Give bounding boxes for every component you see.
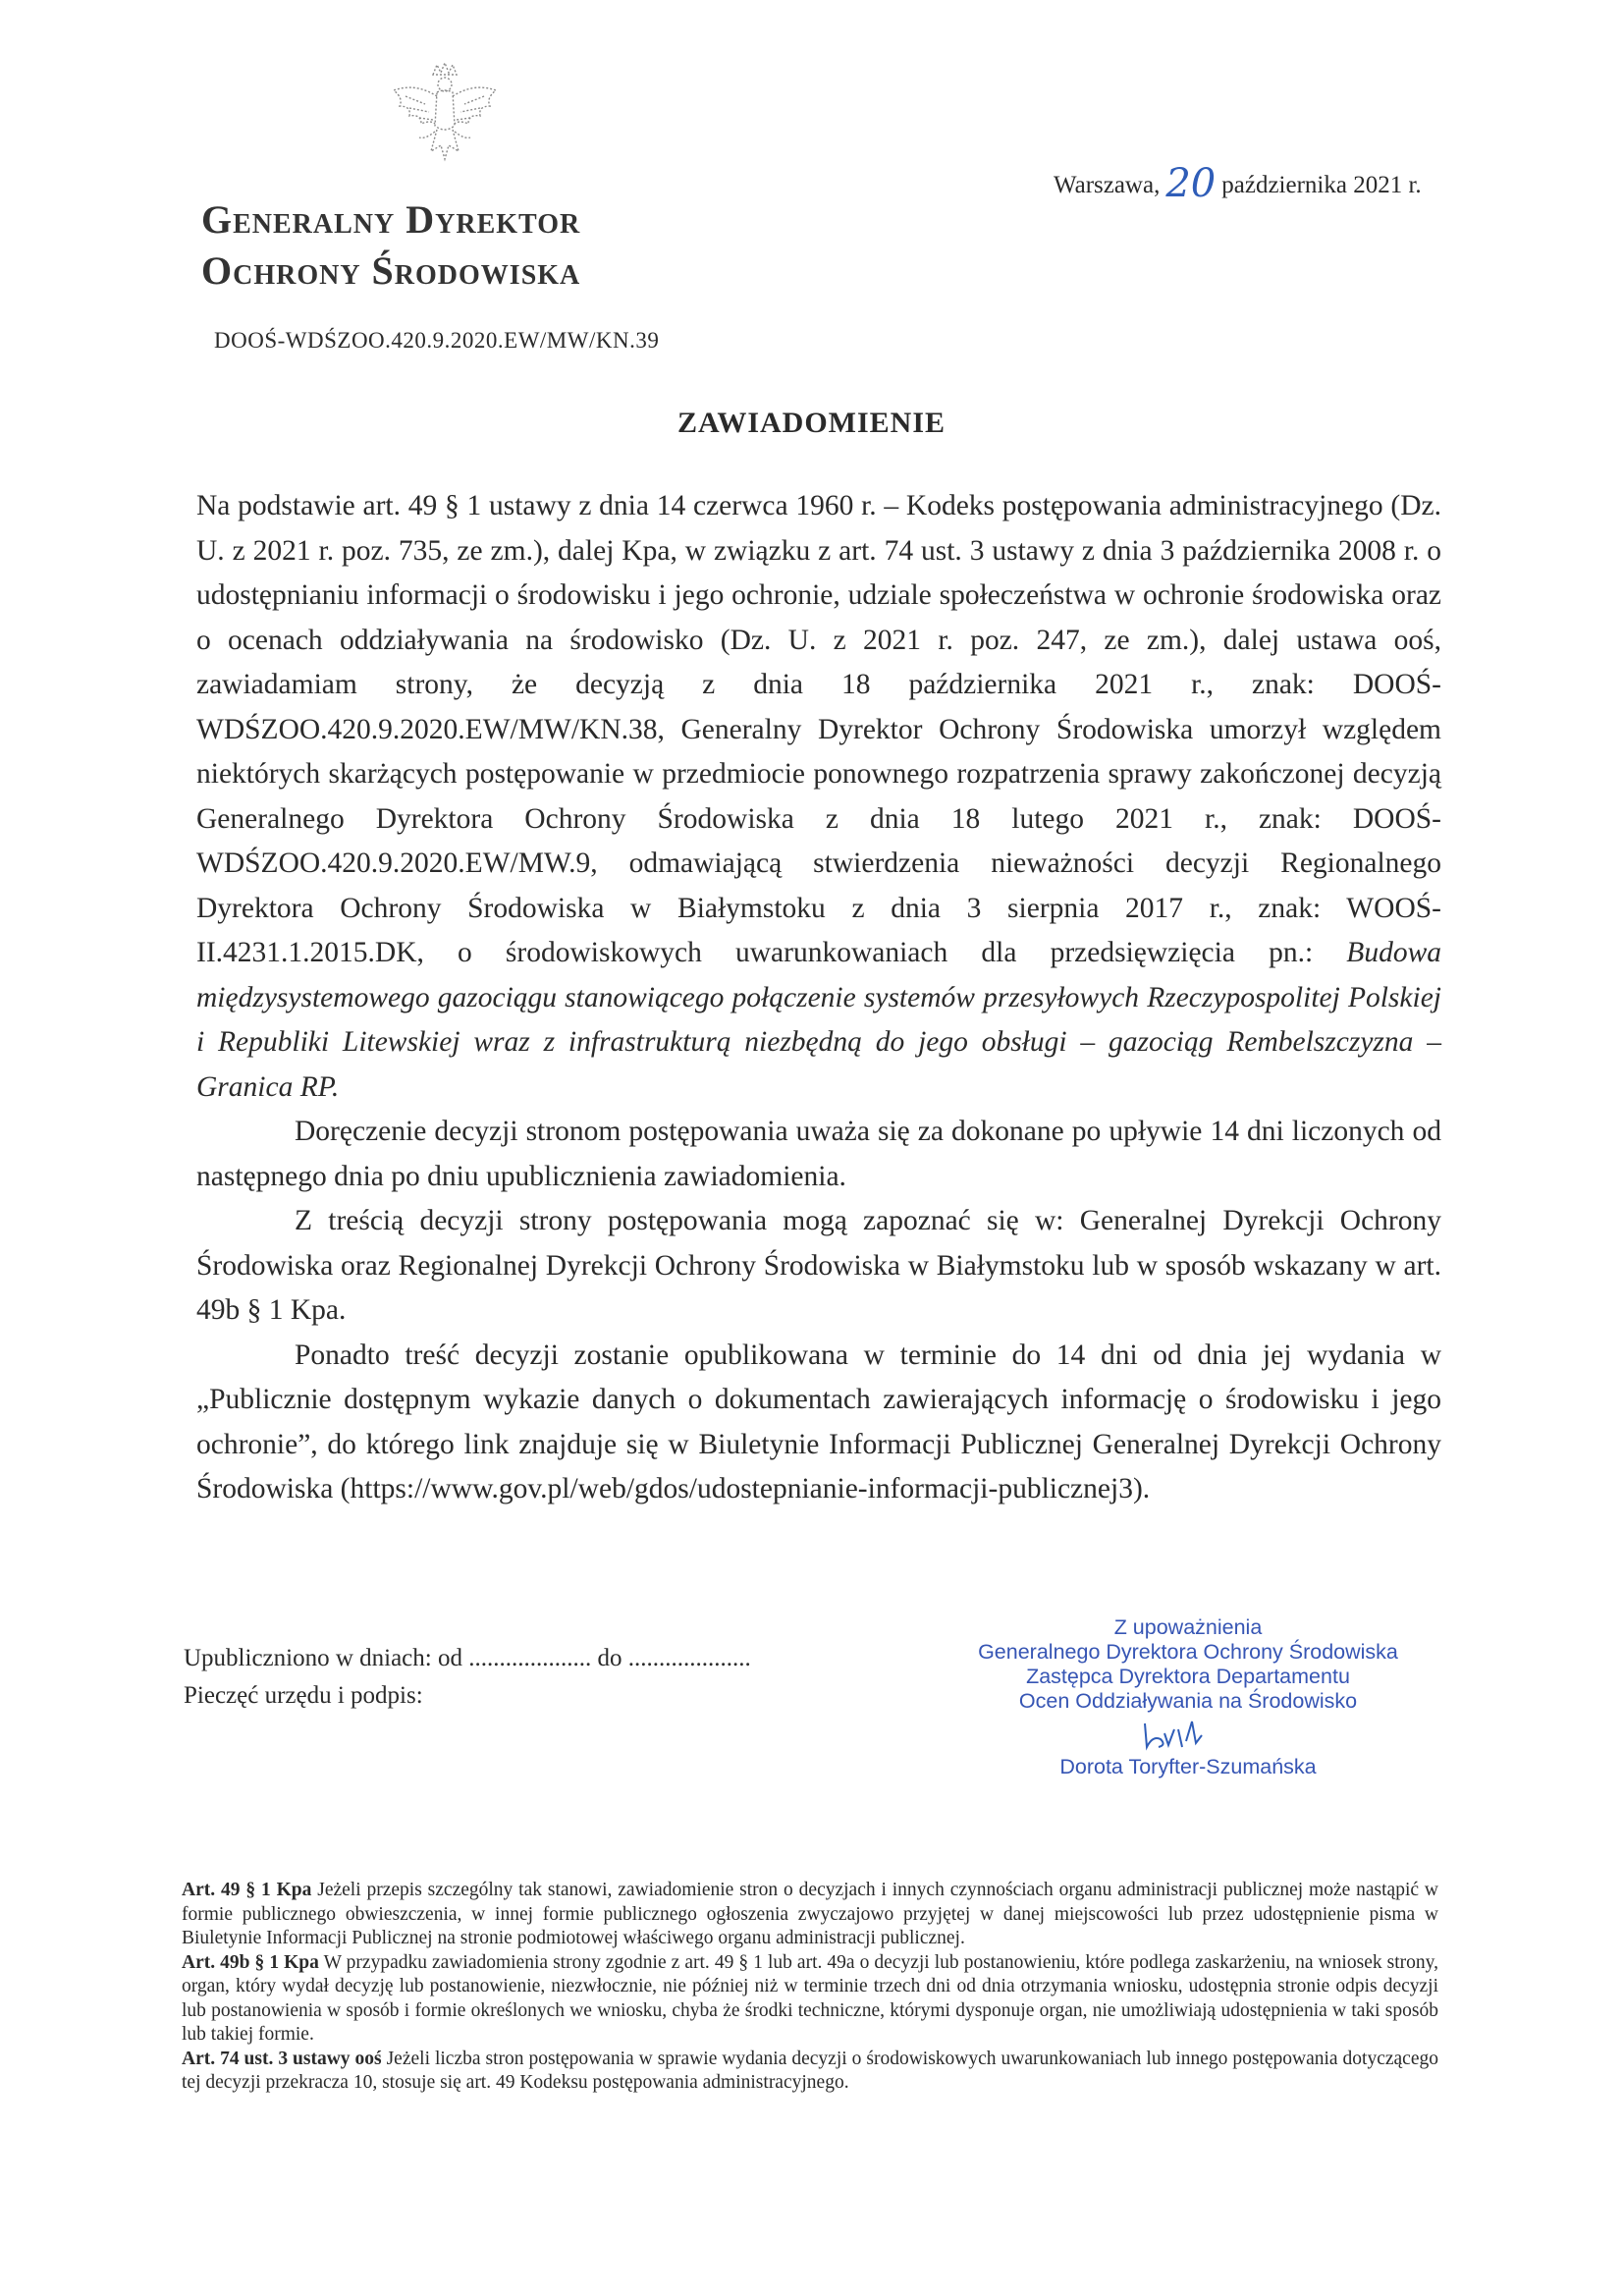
project-name: Budowa międzysystemowego gazociągu stanowiącego połączenie systemów przesyłowych Rzeczypospolitej Polskiej i Republiki Litewskiej wraz z infrastrukturą niezbędną do jego obsługi – gazociąg Rembelszczyzna – Granica RP.: [196, 937, 1441, 1103]
office-title: [201, 194, 580, 297]
notice-body: [196, 484, 1441, 1512]
seal-and-signature-label: Pieczęć urzędu i podpis:: [184, 1682, 423, 1709]
paragraph-2: Doręczenie decyzji stronom postępowania uważa się za dokonane po upływie 14 dni liczonych od następnego dnia po dniu upublicznienia zawiadomienia.: [196, 1116, 1441, 1192]
publication-info: [184, 1640, 751, 1715]
month-year: października 2021 r.: [1221, 172, 1422, 198]
office-title-line2: Ochrony Środowiska: [201, 248, 581, 293]
polish-eagle-emblem-icon: [386, 61, 504, 177]
publication-dates: Upubliczniono w dniach: od .................... do ....................: [184, 1645, 751, 1671]
handwritten-day: 20: [1165, 161, 1217, 206]
place: Warszawa,: [1054, 172, 1161, 198]
place-date: [1054, 157, 1422, 206]
stamp-line-2: Generalnego Dyrektora Ochrony Środowiska: [978, 1640, 1398, 1664]
signer-name: Dorota Toryfter-Szumańska: [1059, 1755, 1317, 1778]
paragraph-1-text: Na podstawie art. 49 § 1 ustawy z dnia 14 czerwca 1960 r. – Kodeks postępowania administracyjnego (Dz. U. z 2021 r. poz. 735, ze zm.), dalej Kpa, w związku z art. 74 ust. 3 ustawy z dnia 3 października 2008 r. o udostępnianiu informacji o środowisku i jego ochronie, udziale społeczeństwa w ochronie środowiska oraz o ocenach oddziaływania na środowisko (Dz. U. z 2021 r. poz. 247, ze zm.), dalej ustawa ooś, zawiadamiam strony, że decyzją z dnia 18 października 2021 r., znak: DOOŚ-WDŚZOO.420.9.2020.EW/MW/KN.38, Generalny Dyrektor Ochrony Środowiska umorzył względem niektórych skarżących postępowanie w przedmiocie ponownego rozpatrzenia sprawy zakończonej decyzją Generalnego Dyrektora Ochrony Środowiska z dnia 18 lutego 2021 r., znak: DOOŚ-WDŚZOO.420.9.2020.EW/MW.9, odmawiającą stwierdzenia nieważności decyzji Regionalnego Dyrektora Ochrony Środowiska w Białymstoku z dnia 3 sierpnia 2017 r., znak: WOOŚ-II.4231.1.2015.DK, o środowiskowych uwarunkowaniach dla przedsięwzięcia pn.:: [196, 490, 1441, 968]
footnote-art-49: [182, 1879, 1438, 1951]
legal-footnotes: [182, 1879, 1438, 2096]
footnote-label: Art. 74 ust. 3 ustawy ooś: [182, 2048, 382, 2069]
footnote-art-49b: [182, 1951, 1438, 2048]
footnote-text: Jeżeli liczba stron postępowania w sprawie wydania decyzji o środowiskowych uwarunkowaniach lub innego postępowania dotyczącego tej decyzji przekracza 10, stosuje się art. 49 Kodeksu postępowania administracyjnego.: [182, 2048, 1438, 2093]
stamp-line-1: Z upoważnienia: [1113, 1615, 1263, 1639]
handwritten-signature: [957, 1714, 1419, 1755]
footnote-label: Art. 49 § 1 Kpa: [182, 1880, 312, 1900]
paragraph-3: Z treścią decyzji strony postępowania mogą zapoznać się w: Generalnej Dyrekcji Ochrony Środowiska oraz Regionalnej Dyrekcji Ochrony Środowiska w Białymstoku lub w sposób wskazany w art. 49b § 1 Kpa.: [196, 1205, 1441, 1326]
paragraph-4: Ponadto treść decyzji zostanie opublikowana w terminie do 14 dni od dnia jej wydania w „Publicznie dostępnym wykazie danych o dokumentach zawierających informację o środowisku i jego ochronie”, do którego link znajduje się w Biuletynie Informacji Publicznej Generalnej Dyrekcji Ochrony Środowiska (https://www.gov.pl/web/gdos/udostepnianie-informacji-publicznej3).: [196, 1339, 1441, 1504]
footnote-art-74: [182, 2048, 1438, 2096]
footnote-text: Jeżeli przepis szczególny tak stanowi, zawiadomienie stron o decyzjach i innych czynnościach organu administracji publicznej może nastąpić w formie publicznego obwieszczenia, w innej formie publicznego ogłoszenia zwyczajowo przyjętej w danej miejscowości lub przez udostępnienie pisma w Biuletynie Informacji Publicznej na stronie podmiotowej właściwego organu administracji publicznej.: [182, 1880, 1438, 1948]
office-title-line1: Generalny Dyrektor: [201, 197, 581, 242]
authorization-stamp: [957, 1615, 1419, 1779]
stamp-line-3: Zastępca Dyrektora Departamentu: [1026, 1665, 1350, 1688]
reference-number: DOOŚ-WDŚZOO.420.9.2020.EW/MW/KN.39: [214, 328, 660, 353]
paragraph-1: [196, 484, 1441, 1110]
footnote-text: W przypadku zawiadomienia strony zgodnie z art. 49 § 1 lub art. 49a o decyzji lub postanowieniu, które podlega zaskarżeniu, na wniosek strony, organ, który wydał decyzję lub postanowienie, niezwłocznie, nie później niż w terminie trzech dni od dnia otrzymania wniosku, udostępnia stronie odpis decyzji lub postanowienia w sposób i formie określonych we wniosku, chyba że środki techniczne, którymi dysponuje organ, nie umożliwiają udostępnienia w taki sposób lub takiej formie.: [182, 1951, 1438, 2045]
footnote-label: Art. 49b § 1 Kpa: [182, 1951, 319, 1973]
stamp-line-4: Ocen Oddziaływania na Środowisko: [1018, 1689, 1358, 1713]
document-title: ZAWIADOMIENIE: [676, 407, 947, 439]
